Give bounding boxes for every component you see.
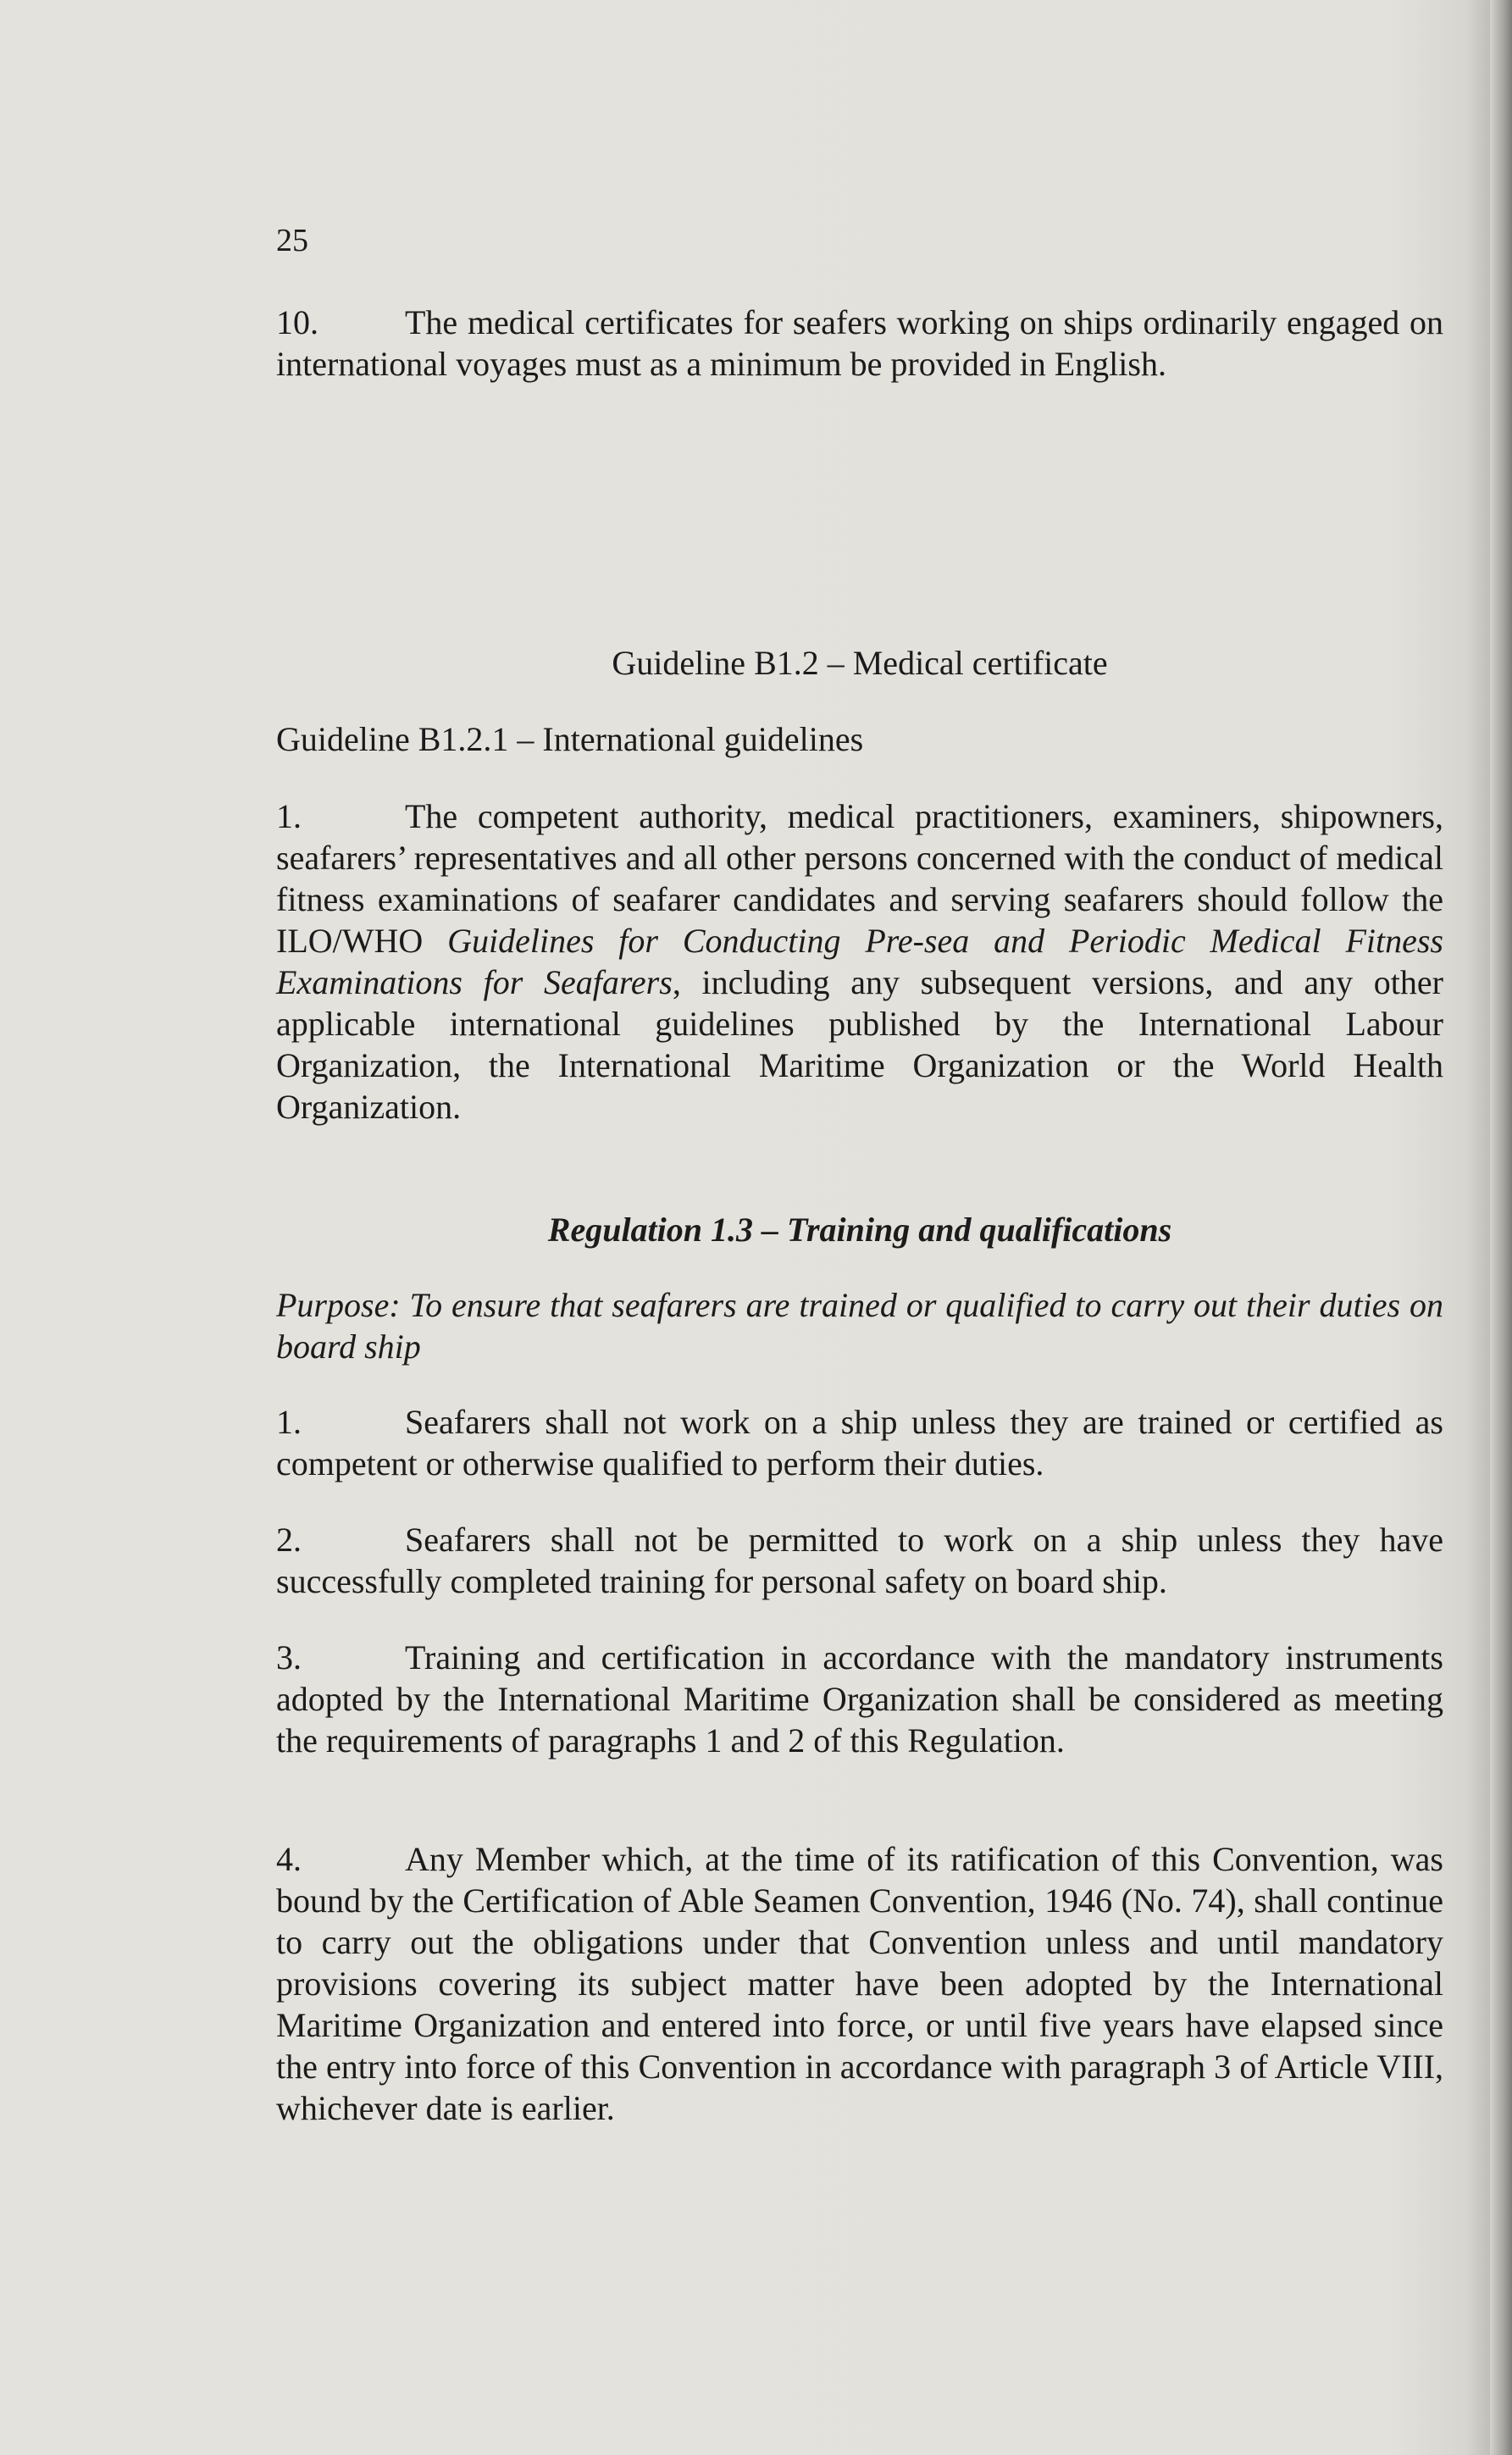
guideline-subheading: Guideline B1.2.1 – International guidelines — [276, 720, 864, 758]
guideline-paragraph-1 — [276, 795, 1443, 1128]
paragraph-text: Seafarers shall not be permitted to work on a ship unless they have successfully completed training for personal safety on board ship. — [276, 1521, 1443, 1600]
regulation-paragraph-1 — [276, 1401, 1443, 1484]
regulation-paragraph-4 — [276, 1838, 1443, 2129]
paragraph-text: The medical certificates for seafers working on ships ordinarily engaged on international voyages must as a minimum be provided in English. — [276, 303, 1443, 383]
paragraph-text: Training and certification in accordance with the mandatory instruments adopted by the International Maritime Organization shall be considered as meeting the requirements of paragraphs 1 and 2 of this Regulation. — [276, 1638, 1443, 1760]
regulation-heading: Regulation 1.3 – Training and qualifications — [547, 1211, 1172, 1249]
paragraph-text: The competent authority, medical practitioners, examiners, shipowners, seafarers’ representatives and all other persons concerned with the conduct of medical fitness examinations of seafarer candidates and serving seafarers should follow the ILO/WHO — [276, 797, 1443, 960]
book-gutter-shadow — [1490, 0, 1512, 2455]
paragraph-text: , including any subsequent versions, and any other applicable international guidelines published by the International Labour Organization, the International Maritime Organization or the World Health Organization. — [276, 963, 1443, 1126]
guidelines-title: Guidelines for Conducting Pre-sea and Periodic Medical Fitness Examinations for Seafarers — [276, 922, 1444, 1001]
regulation-paragraph-3 — [276, 1637, 1443, 1761]
guideline-heading: Guideline B1.2 – Medical certificate — [612, 644, 1108, 682]
paragraph-number: 10. — [276, 303, 318, 341]
paragraph-number: 1. — [276, 1403, 302, 1441]
paragraph-text: Seafarers shall not work on a ship unless they are trained or certified as competent or otherwise qualified to perform their duties. — [276, 1403, 1443, 1482]
paragraph-number: 3. — [276, 1638, 302, 1676]
regulation-paragraph-2 — [276, 1519, 1443, 1602]
paragraph-text: Any Member which, at the time of its ratification of this Convention, was bound by the Certification of Able Seamen Convention, 1946 (No. 74), shall continue to carry out the obligations under that Convention unless and until mandatory provisions covering its subject matter have been adopted by the International Maritime Organization and entered into force, or until five years have elapsed since the entry into force of this Convention in accordance with paragraph 3 of Article VIII, whichever date is earlier. — [276, 1840, 1443, 2127]
paragraph-number: 2. — [276, 1521, 302, 1559]
page-number: 25 — [276, 223, 308, 258]
paragraph-number: 4. — [276, 1840, 302, 1878]
paragraph-10 — [276, 302, 1443, 385]
purpose-statement: Purpose: To ensure that seafarers are trained or qualified to carry out their duties on board ship — [276, 1286, 1443, 1366]
paragraph-number: 1. — [276, 797, 302, 835]
